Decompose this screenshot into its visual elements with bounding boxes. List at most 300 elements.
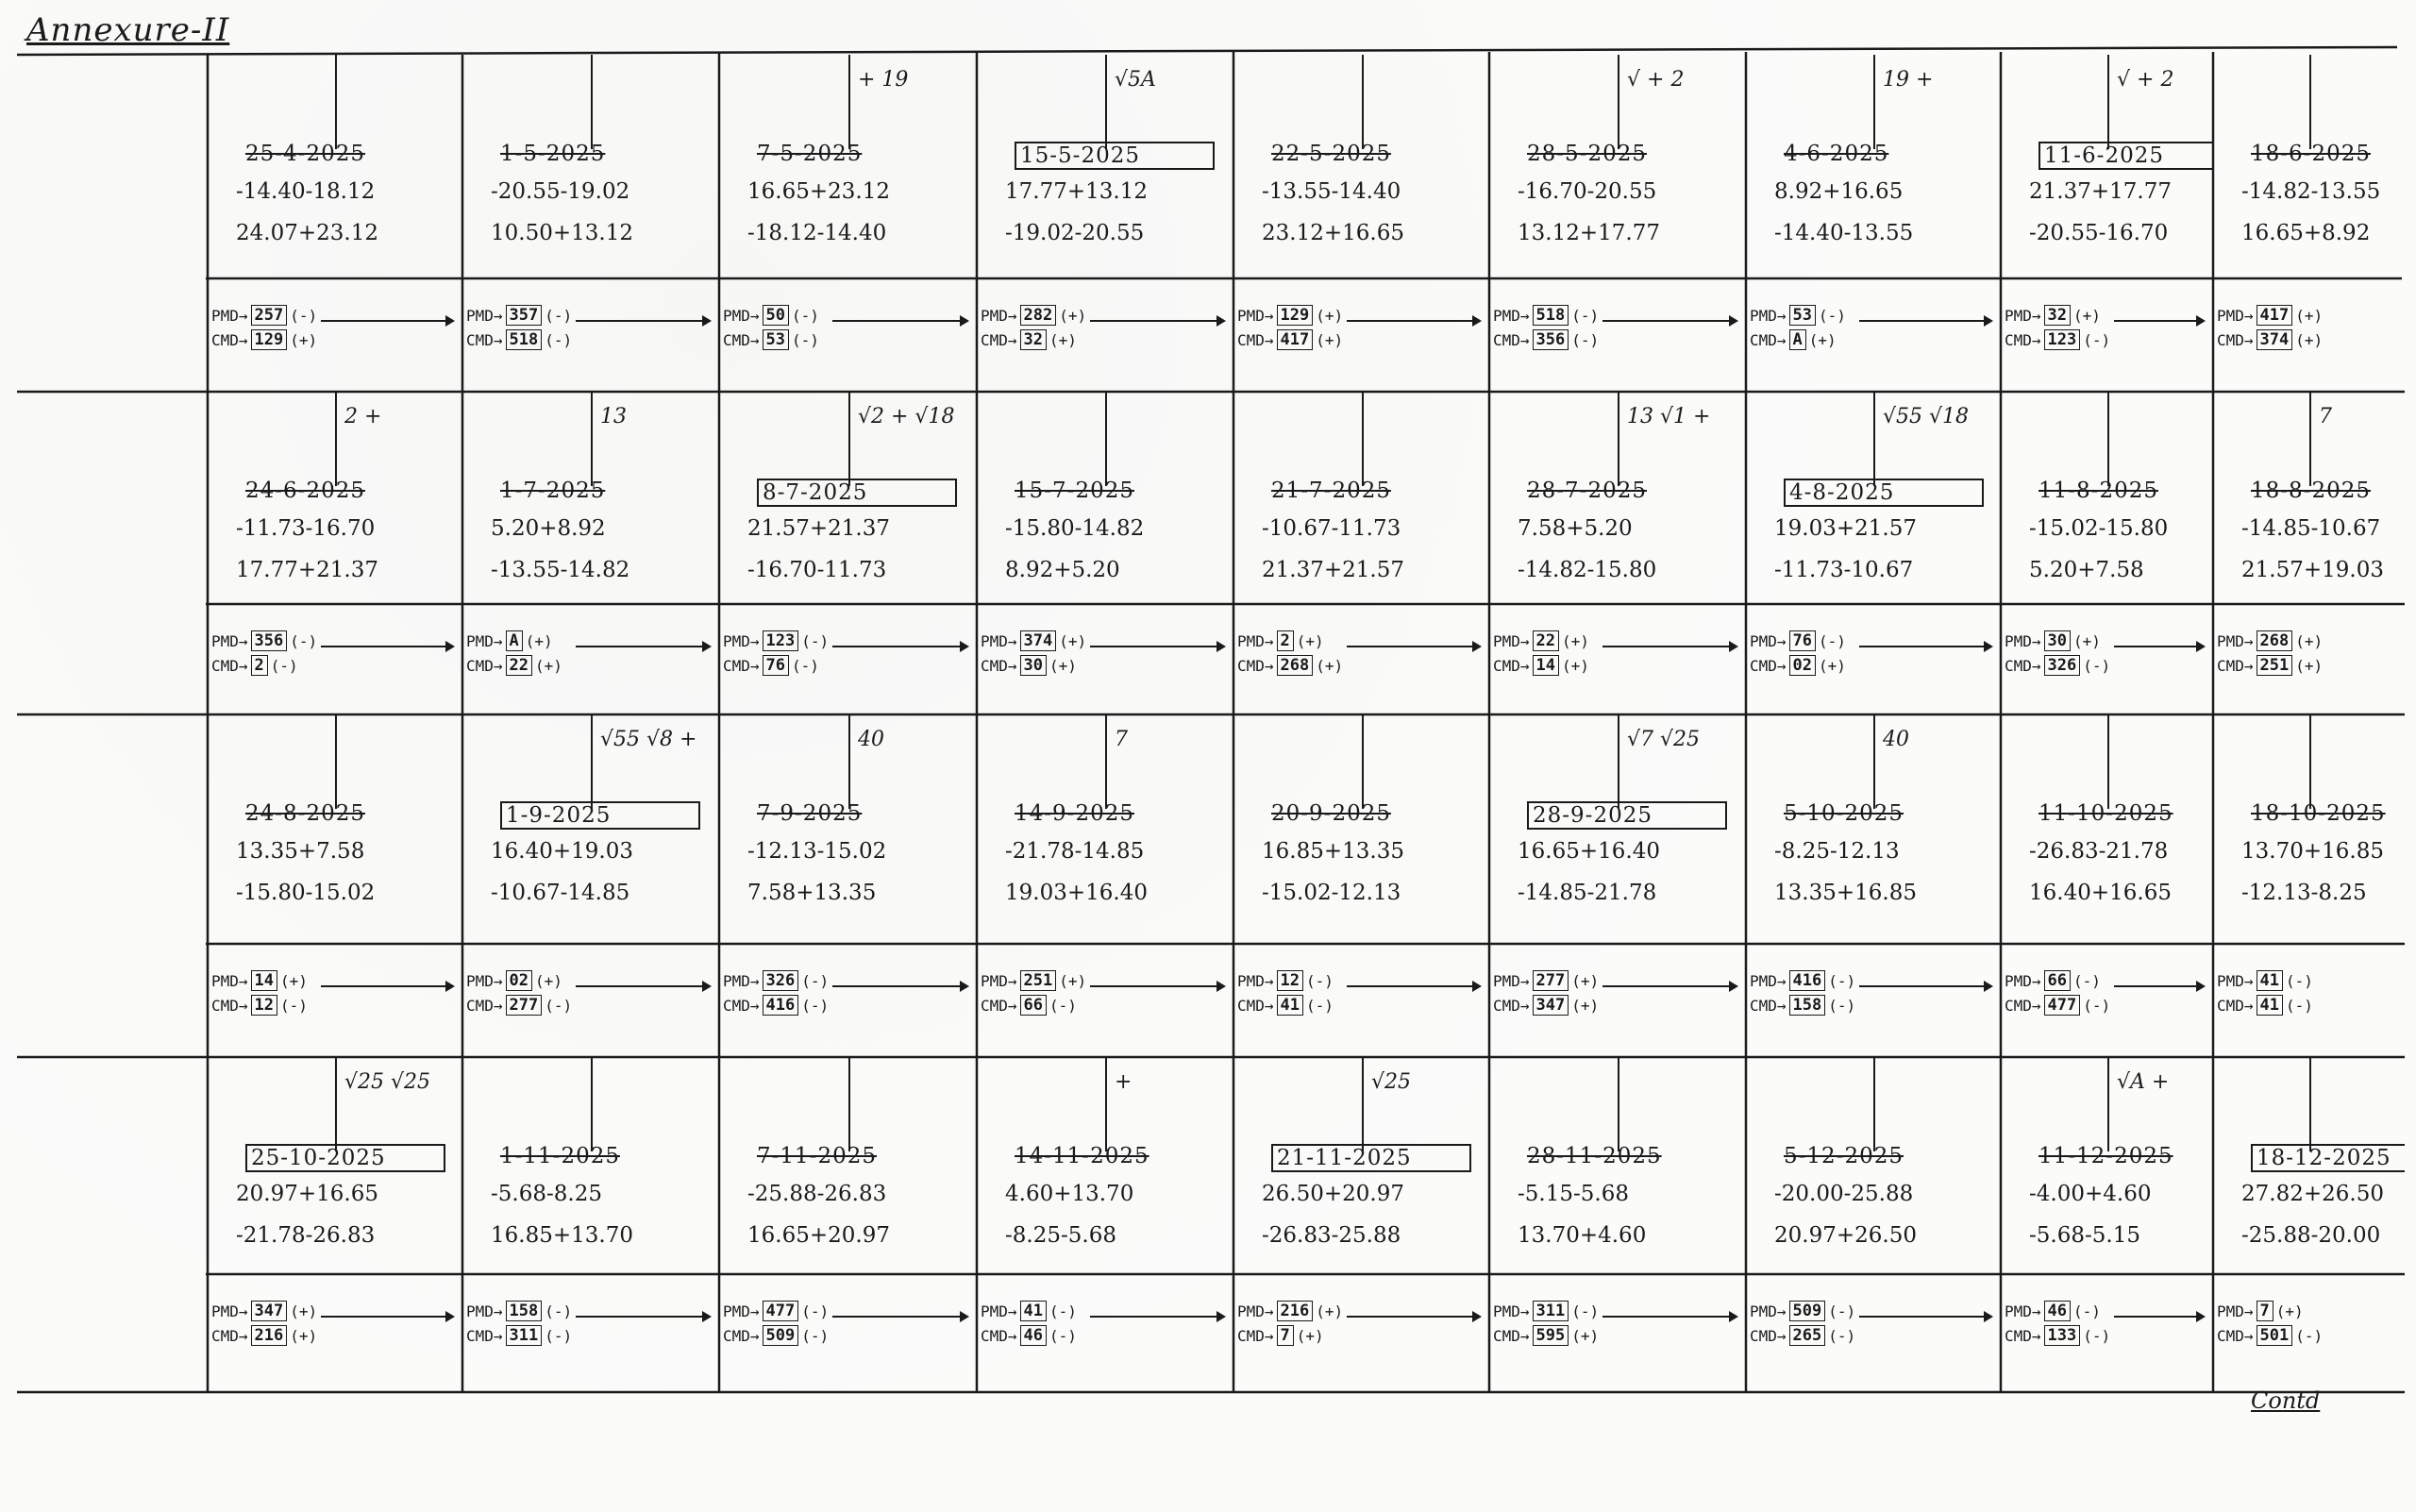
cmd-value: 265 — [1789, 1325, 1826, 1346]
pmd-cmd-cell — [208, 604, 462, 717]
calc-line-1: 16.85+13.35 — [1262, 839, 1404, 864]
date-cell — [1233, 392, 1489, 604]
cmd-value: 509 — [763, 1325, 799, 1346]
pmd-cmd-cell — [1233, 944, 1489, 1057]
date-label: 24-8-2025 — [245, 801, 365, 826]
cmd-row — [1493, 995, 1599, 1016]
cmd-value: 123 — [2044, 329, 2081, 350]
cmd-row — [2217, 995, 2313, 1016]
date-cell — [1746, 1057, 2001, 1274]
tick-mark: 2 + — [344, 405, 382, 428]
cell-divider-stem — [1873, 714, 1875, 809]
date-label: 18-6-2025 — [2251, 142, 2371, 166]
tick-mark: √2 + √18 — [858, 405, 955, 428]
cell-divider-stem — [1618, 1057, 1619, 1151]
cmd-label: CMD→ — [466, 996, 503, 1015]
cmd-value: 14 — [1533, 655, 1559, 676]
cmd-sign: (+) — [290, 330, 318, 349]
pmd-sign: (-) — [2073, 1302, 2101, 1320]
pmd-sign: (-) — [1819, 631, 1846, 650]
date-label: 5-12-2025 — [1784, 1144, 1904, 1168]
calc-line-2: -16.70-11.73 — [747, 558, 887, 582]
calc-line-1: -21.78-14.85 — [1005, 839, 1145, 864]
cmd-row — [1237, 1325, 1324, 1346]
pmd-cmd-cell — [977, 278, 1233, 392]
date-cell — [2001, 714, 2213, 944]
pmd-row — [723, 1301, 829, 1321]
calc-line-2: -5.68-5.15 — [2029, 1223, 2140, 1248]
cmd-label: CMD→ — [723, 996, 760, 1015]
pmd-label: PMD→ — [1493, 306, 1530, 325]
pmd-value: 251 — [1020, 970, 1057, 991]
calc-line-1: 16.65+16.40 — [1518, 839, 1660, 864]
cmd-sign: (-) — [801, 1326, 830, 1345]
cmd-sign: (-) — [1049, 1326, 1077, 1345]
calc-line-2: -10.67-14.85 — [491, 881, 630, 905]
cell-divider-stem — [848, 714, 850, 809]
date-label: 18-8-2025 — [2251, 479, 2371, 503]
tick-mark: √5A — [1115, 68, 1156, 92]
pmd-row — [466, 1301, 572, 1321]
pmd-value: 30 — [2044, 630, 2071, 651]
link-arrow — [1090, 985, 1224, 987]
cmd-label: CMD→ — [1493, 1326, 1530, 1345]
cmd-label: CMD→ — [211, 656, 248, 675]
calc-line-1: -20.00-25.88 — [1774, 1182, 1914, 1206]
cell-divider-stem — [1105, 55, 1107, 149]
pmd-cmd-cell — [977, 944, 1233, 1057]
cell-divider-stem — [1618, 392, 1619, 486]
tick-mark: + 19 — [858, 68, 909, 92]
pmd-label: PMD→ — [466, 971, 503, 990]
pmd-sign: (+) — [2073, 631, 2101, 650]
date-cell — [462, 55, 719, 278]
date-label: 24-6-2025 — [245, 479, 365, 503]
cmd-row — [466, 329, 572, 350]
pmd-value: 2 — [1277, 630, 1294, 651]
tick-mark: √25 √25 — [344, 1070, 431, 1094]
cmd-row — [1750, 329, 1837, 350]
cmd-sign: (-) — [1828, 996, 1856, 1015]
cmd-label: CMD→ — [981, 330, 1017, 349]
cmd-sign: (-) — [545, 996, 573, 1015]
tick-mark: + — [1115, 1070, 1132, 1094]
date-cell — [2213, 714, 2405, 944]
cmd-value: 277 — [506, 995, 543, 1016]
date-label: 15-7-2025 — [1015, 479, 1134, 503]
date-cell — [2213, 1057, 2405, 1274]
cell-divider-stem — [2107, 714, 2109, 809]
cmd-sign: (+) — [1808, 330, 1837, 349]
pmd-label: PMD→ — [723, 631, 760, 650]
pmd-row — [211, 630, 317, 651]
date-label: 1-9-2025 — [500, 801, 700, 830]
cmd-sign: (-) — [2286, 996, 2313, 1015]
cmd-sign: (-) — [2083, 996, 2111, 1015]
cell-divider-stem — [591, 55, 593, 149]
pmd-cmd-cell — [1746, 604, 2001, 717]
pmd-value: A — [506, 630, 523, 651]
cmd-row — [2005, 995, 2110, 1016]
link-arrow — [1859, 985, 1991, 987]
pmd-value: 41 — [2257, 970, 2283, 991]
link-arrow — [1347, 985, 1480, 987]
pmd-value: 123 — [763, 630, 799, 651]
tick-mark: √55 √8 + — [600, 728, 697, 751]
pmd-sign: (+) — [290, 1302, 318, 1320]
link-arrow — [832, 985, 967, 987]
cmd-row — [981, 1325, 1077, 1346]
pmd-cmd-cell — [208, 1274, 462, 1387]
calc-line-1: 17.77+13.12 — [1005, 179, 1148, 204]
pmd-sign: (+) — [2073, 306, 2101, 325]
date-cell — [2213, 392, 2405, 604]
pmd-cmd-cell — [2001, 604, 2213, 717]
pmd-sign: (-) — [1828, 971, 1856, 990]
pmd-label: PMD→ — [466, 631, 503, 650]
cell-divider-stem — [2107, 55, 2109, 149]
pmd-row — [1493, 1301, 1599, 1321]
calc-line-2: 13.35+16.85 — [1774, 881, 1917, 905]
calc-line-2: -13.55-14.82 — [491, 558, 630, 582]
cmd-value: 129 — [251, 329, 288, 350]
cmd-value: 326 — [2044, 655, 2081, 676]
date-cell — [2001, 55, 2213, 278]
link-arrow — [1859, 320, 1991, 322]
pmd-sign: (-) — [545, 1302, 573, 1320]
link-arrow — [832, 1316, 967, 1318]
pmd-row — [2217, 1301, 2304, 1321]
calc-line-1: -5.15-5.68 — [1518, 1182, 1629, 1206]
date-label: 11-12-2025 — [2038, 1144, 2173, 1168]
pmd-label: PMD→ — [2005, 306, 2041, 325]
cmd-row — [981, 329, 1077, 350]
pmd-label: PMD→ — [723, 971, 760, 990]
pmd-label: PMD→ — [1493, 971, 1530, 990]
date-cell — [462, 1057, 719, 1274]
cmd-label: CMD→ — [466, 1326, 503, 1345]
cmd-value: 216 — [251, 1325, 288, 1346]
cmd-label: CMD→ — [2005, 656, 2041, 675]
pmd-label: PMD→ — [2005, 1302, 2041, 1320]
pmd-sign: (-) — [801, 631, 830, 650]
pmd-label: PMD→ — [2005, 631, 2041, 650]
cmd-value: 32 — [1020, 329, 1047, 350]
pmd-row — [1750, 1301, 1855, 1321]
pmd-row — [2217, 305, 2323, 326]
pmd-sign: (-) — [1828, 1302, 1856, 1320]
date-cell — [2001, 1057, 2213, 1274]
pmd-row — [466, 305, 572, 326]
calc-line-2: -20.55-16.70 — [2029, 221, 2169, 245]
pmd-sign: (+) — [1571, 971, 1600, 990]
pmd-sign: (+) — [525, 631, 553, 650]
pmd-value: 02 — [506, 970, 532, 991]
pmd-row — [981, 1301, 1077, 1321]
calc-line-1: 16.40+19.03 — [491, 839, 633, 864]
cmd-row — [1493, 1325, 1599, 1346]
cell-divider-stem — [2309, 392, 2311, 486]
cmd-sign: (+) — [1562, 656, 1589, 675]
cell-divider-stem — [1362, 55, 1364, 149]
calc-line-1: -14.82-13.55 — [2241, 179, 2381, 204]
pmd-sign: (-) — [290, 631, 318, 650]
cmd-sign: (-) — [2083, 1326, 2111, 1345]
pmd-label: PMD→ — [1750, 306, 1787, 325]
date-label: 11-10-2025 — [2038, 801, 2173, 826]
calc-line-1: 13.70+16.85 — [2241, 839, 2384, 864]
pmd-cmd-cell — [2001, 278, 2213, 392]
pmd-row — [466, 630, 553, 651]
link-arrow — [1090, 646, 1224, 647]
calc-line-1: 5.20+8.92 — [491, 516, 606, 541]
pmd-value: 41 — [1020, 1301, 1047, 1321]
cmd-label: CMD→ — [1750, 656, 1787, 675]
date-label: 1-7-2025 — [500, 479, 606, 503]
date-label: 25-10-2025 — [245, 1144, 445, 1172]
pmd-row — [1237, 305, 1343, 326]
cmd-row — [211, 329, 317, 350]
calc-line-2: 13.70+4.60 — [1518, 1223, 1647, 1248]
cmd-value: 7 — [1277, 1325, 1294, 1346]
cmd-value: 477 — [2044, 995, 2081, 1016]
pmd-row — [1493, 305, 1599, 326]
pmd-sign: (-) — [1049, 1302, 1077, 1320]
pmd-cmd-cell — [208, 944, 462, 1057]
cell-divider-stem — [1873, 55, 1875, 149]
pmd-cmd-cell — [2213, 1274, 2405, 1387]
pmd-sign: (+) — [280, 971, 308, 990]
cmd-row — [2005, 1325, 2110, 1346]
calc-line-2: 16.40+16.65 — [2029, 881, 2172, 905]
pmd-cmd-cell — [719, 604, 977, 717]
pmd-value: 518 — [1533, 305, 1569, 326]
date-cell — [1233, 1057, 1489, 1274]
calc-line-1: -26.83-21.78 — [2029, 839, 2169, 864]
tick-mark: 40 — [1883, 728, 1909, 751]
cmd-label: CMD→ — [723, 330, 760, 349]
pmd-label: PMD→ — [723, 306, 760, 325]
cmd-label: CMD→ — [2005, 330, 2041, 349]
pmd-label: PMD→ — [1237, 631, 1274, 650]
cmd-value: 518 — [506, 329, 543, 350]
tick-mark: √7 √25 — [1627, 728, 1701, 751]
pmd-label: PMD→ — [2217, 971, 2254, 990]
cell-divider-stem — [1105, 1057, 1107, 1151]
date-cell — [719, 392, 977, 604]
date-cell — [462, 392, 719, 604]
date-label: 28-11-2025 — [1527, 1144, 1662, 1168]
pmd-cmd-cell — [977, 1274, 1233, 1387]
pmd-value: 46 — [2044, 1301, 2071, 1321]
date-cell — [977, 1057, 1233, 1274]
cmd-label: CMD→ — [211, 1326, 248, 1345]
cmd-value: 416 — [763, 995, 799, 1016]
calc-line-1: -16.70-20.55 — [1518, 179, 1657, 204]
pmd-sign: (+) — [1059, 631, 1087, 650]
cmd-row — [1750, 995, 1855, 1016]
cmd-label: CMD→ — [1750, 996, 1787, 1015]
date-label: 22-5-2025 — [1271, 142, 1391, 166]
link-arrow — [321, 646, 453, 647]
link-arrow — [1602, 1316, 1736, 1318]
cell-divider-stem — [848, 1057, 850, 1151]
link-arrow — [1859, 1316, 1991, 1318]
date-cell — [1489, 392, 1746, 604]
calc-line-1: 13.35+7.58 — [236, 839, 365, 864]
tick-mark: √55 √18 — [1883, 405, 1970, 428]
pmd-row — [211, 970, 308, 991]
pmd-cmd-cell — [719, 278, 977, 392]
cmd-label: CMD→ — [211, 330, 248, 349]
pmd-value: 76 — [1789, 630, 1816, 651]
link-arrow — [576, 320, 710, 322]
pmd-value: 417 — [2257, 305, 2293, 326]
cmd-label: CMD→ — [1237, 330, 1274, 349]
cmd-row — [981, 995, 1077, 1016]
calc-line-2: -11.73-10.67 — [1774, 558, 1914, 582]
link-arrow — [832, 646, 967, 647]
calc-line-2: -14.85-21.78 — [1518, 881, 1657, 905]
cell-divider-stem — [1362, 392, 1364, 486]
pmd-row — [2005, 1301, 2101, 1321]
tick-mark: 19 + — [1883, 68, 1934, 92]
pmd-row — [1493, 630, 1589, 651]
tick-mark: 7 — [1115, 728, 1128, 751]
link-arrow — [2114, 985, 2204, 987]
pmd-label: PMD→ — [211, 306, 248, 325]
page-title: Annexure-II — [26, 11, 230, 49]
cell-divider-stem — [335, 714, 337, 809]
pmd-value: 357 — [506, 305, 543, 326]
pmd-row — [2217, 970, 2313, 991]
pmd-sign: (-) — [801, 1302, 830, 1320]
cell-divider-stem — [2107, 1057, 2109, 1151]
calc-line-1: -15.80-14.82 — [1005, 516, 1145, 541]
cell-divider-stem — [591, 392, 593, 486]
pmd-cmd-cell — [1746, 1274, 2001, 1387]
cmd-sign: (-) — [1571, 330, 1600, 349]
pmd-row — [2005, 630, 2101, 651]
cmd-value: 268 — [1277, 655, 1314, 676]
pmd-value: 509 — [1789, 1301, 1826, 1321]
cmd-value: 356 — [1533, 329, 1569, 350]
cmd-label: CMD→ — [466, 330, 503, 349]
calc-line-1: 20.97+16.65 — [236, 1182, 378, 1206]
pmd-label: PMD→ — [1237, 971, 1274, 990]
pmd-cmd-cell — [1489, 1274, 1746, 1387]
pmd-sign: (+) — [1562, 631, 1589, 650]
pmd-cmd-cell — [462, 1274, 719, 1387]
tick-mark: √25 — [1371, 1070, 1412, 1094]
pmd-cmd-cell — [462, 278, 719, 392]
pmd-cmd-cell — [1489, 278, 1746, 392]
pmd-value: 32 — [2044, 305, 2071, 326]
cmd-row — [211, 995, 308, 1016]
calc-line-1: 7.58+5.20 — [1518, 516, 1633, 541]
cmd-value: 347 — [1533, 995, 1569, 1016]
calc-line-1: 19.03+21.57 — [1774, 516, 1917, 541]
cell-divider-stem — [1105, 392, 1107, 486]
cmd-row — [723, 1325, 829, 1346]
calc-line-1: -14.40-18.12 — [236, 179, 376, 204]
calc-line-2: 19.03+16.40 — [1005, 881, 1148, 905]
date-label: 28-5-2025 — [1527, 142, 1647, 166]
cmd-value: 2 — [251, 655, 268, 676]
link-arrow — [1602, 985, 1736, 987]
pmd-row — [466, 970, 562, 991]
cmd-label: CMD→ — [2005, 1326, 2041, 1345]
link-arrow — [2114, 646, 2204, 647]
pmd-value: 216 — [1277, 1301, 1314, 1321]
cell-divider-stem — [2107, 392, 2109, 486]
cmd-sign: (+) — [1049, 330, 1077, 349]
calc-line-1: -4.00+4.60 — [2029, 1182, 2152, 1206]
pmd-sign: (-) — [1306, 971, 1334, 990]
cmd-sign: (-) — [792, 656, 819, 675]
link-arrow — [1602, 646, 1736, 647]
link-arrow — [321, 985, 453, 987]
contd-note: Contd — [2251, 1387, 2321, 1414]
cell-divider-stem — [848, 392, 850, 486]
pmd-label: PMD→ — [981, 631, 1017, 650]
pmd-row — [1750, 970, 1855, 991]
pmd-sign: (-) — [290, 306, 318, 325]
cmd-sign: (-) — [280, 996, 308, 1015]
cmd-value: 374 — [2257, 329, 2293, 350]
cmd-sign: (-) — [2295, 1326, 2324, 1345]
pmd-sign: (-) — [792, 306, 819, 325]
cmd-sign: (-) — [1828, 1326, 1856, 1345]
calc-line-1: -14.85-10.67 — [2241, 516, 2381, 541]
date-label: 18-12-2025 — [2251, 1144, 2405, 1172]
date-label: 1-11-2025 — [500, 1144, 620, 1168]
link-arrow — [321, 1316, 453, 1318]
pmd-label: PMD→ — [1493, 631, 1530, 650]
cmd-label: CMD→ — [2217, 656, 2254, 675]
cmd-row — [2217, 329, 2323, 350]
calc-line-1: 27.82+26.50 — [2241, 1182, 2384, 1206]
calc-line-1: -13.55-14.40 — [1262, 179, 1401, 204]
calc-line-2: 10.50+13.12 — [491, 221, 633, 245]
pmd-label: PMD→ — [2217, 1302, 2254, 1320]
date-label: 7-5-2025 — [757, 142, 863, 166]
pmd-value: 53 — [1789, 305, 1816, 326]
pmd-sign: (+) — [2275, 1302, 2304, 1320]
calc-line-1: -10.67-11.73 — [1262, 516, 1401, 541]
cell-divider-stem — [1873, 392, 1875, 486]
calc-line-2: 16.85+13.70 — [491, 1223, 633, 1248]
cell-divider-stem — [335, 392, 337, 486]
cmd-sign: (-) — [1049, 996, 1077, 1015]
cmd-value: 02 — [1789, 655, 1816, 676]
cmd-value: 22 — [506, 655, 532, 676]
cmd-value: 41 — [2257, 995, 2283, 1016]
pmd-value: 347 — [251, 1301, 288, 1321]
cmd-row — [2005, 655, 2110, 676]
date-label: 28-9-2025 — [1527, 801, 1727, 830]
pmd-label: PMD→ — [981, 306, 1017, 325]
pmd-cmd-cell — [719, 944, 977, 1057]
calc-line-1: 4.60+13.70 — [1005, 1182, 1134, 1206]
pmd-cmd-cell — [462, 604, 719, 717]
cmd-row — [2217, 655, 2323, 676]
pmd-value: 129 — [1277, 305, 1314, 326]
cell-divider-stem — [335, 1057, 337, 1151]
date-label: 8-7-2025 — [757, 479, 957, 507]
pmd-cmd-cell — [2001, 1274, 2213, 1387]
calc-line-2: -25.88-20.00 — [2241, 1223, 2381, 1248]
